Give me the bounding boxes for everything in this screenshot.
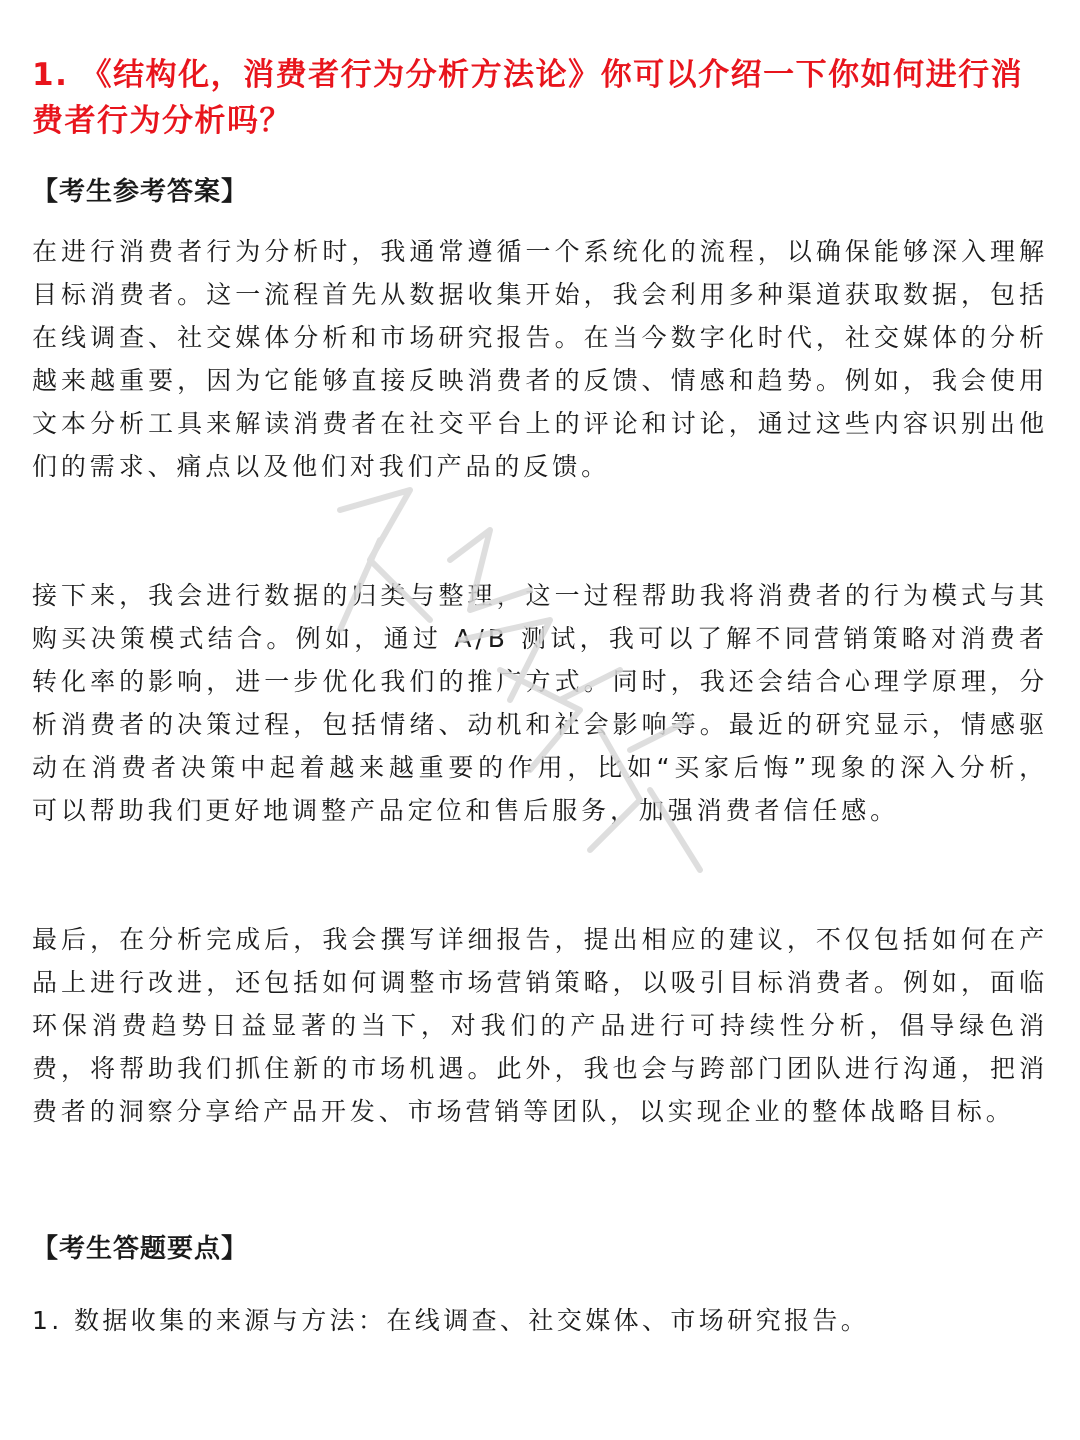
key-point-1: 1. 数据收集的来源与方法：在线调查、社交媒体、市场研究报告。 <box>32 1306 870 1335</box>
answer-paragraph-2: 接下来，我会进行数据的归类与整理，这一过程帮助我将消费者的行为模式与其购买决策模式结合。例如，通过 A/B 测试，我可以了解不同营销策略对消费者转化率的影响，进一步优化我们的推广方式。同时，我还会结合心理学原理，分析消费者的决策过程，包括情绪、动机和社会影响等。最近的研究显示，情感驱动在消费者决策中起着越来越重要的作用，比如“买家后悔”现象的深入分析，可以帮助我们更好地调整产品定位和售后服务，加强消费者信任感。 <box>32 581 1048 825</box>
key-points-heading: 【考生答题要点】 <box>32 1234 249 1264</box>
answer-paragraph-1: 在进行消费者行为分析时，我通常遵循一个系统化的流程，以确保能够深入理解目标消费者。这一流程首先从数据收集开始，我会利用多种渠道获取数据，包括在线调查、社交媒体分析和市场研究报告。在当今数字化时代，社交媒体的分析越来越重要，因为它能够直接反映消费者的反馈、情感和趋势。例如，我会使用文本分析工具来解读消费者在社交平台上的评论和讨论，通过这些内容识别出他们的需求、痛点以及他们对我们产品的反馈。 <box>32 237 1048 481</box>
answer-heading: 【考生参考答案】 <box>32 177 249 207</box>
question-title: 1. 《结构化，消费者行为分析方法论》你可以介绍一下你如何进行消费者行为分析吗？ <box>32 57 1024 139</box>
answer-paragraph-3: 最后，在分析完成后，我会撰写详细报告，提出相应的建议，不仅包括如何在产品上进行改进，还包括如何调整市场营销策略，以吸引目标消费者。例如，面临环保消费趋势日益显著的当下，对我们的产品进行可持续性分析，倡导绿色消费，将帮助我们抓住新的市场机遇。此外，我也会与跨部门团队进行沟通，把消费者的洞察分享给产品开发、市场营销等团队，以实现企业的整体战略目标。 <box>32 925 1048 1126</box>
